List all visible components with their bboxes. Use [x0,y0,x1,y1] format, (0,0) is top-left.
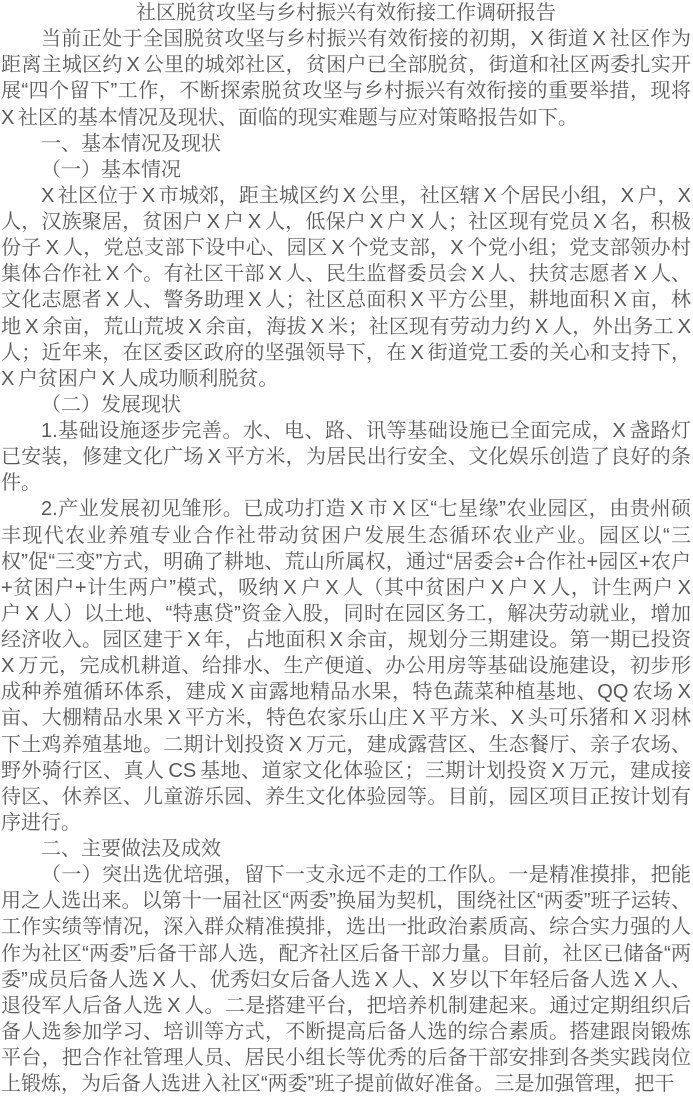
section-heading-1: 一、基本情况及现状 [41,132,221,155]
subsection-heading-1-2: （二）发展现状 [41,393,181,416]
subsection-heading-1-1: （一）基本情况 [41,158,181,181]
practices-results-paragraph: （一）突出选优培强，留下一支永远不走的工作队。一是精准摸排，把能用之人选出来。以第十一届社区“两委”换届为契机，围绕社区“两委”班子运转、工作实绩等情况，深入群众精准摸排，选出一批政治素质高、综合实力强的人作为社区“两委”后备干部人选，配齐社区后备干部力量。目前，社区已储备“两委”成员后备人选 X 人、优秀妇女后备人选 X 人、X 岁以下年轻后备人选 X 人、退役军人后备人选 X 人。二是搭建平台，把培养机制建起来。通过定期组织后备人选参加学习、培训等方式，不断提高后备人选的综合素质。搭建跟岗锻炼平台，把合作社管理人员、居民小组长等优秀的后备干部安排到各类实践岗位上锻炼，为后备人选进入社区“两委”班子提前做好准备。三是加强管理，把干 [1,864,691,1096]
section-heading-2: 二、主要做法及成效 [41,838,221,860]
document-title: 社区脱贫攻坚与乡村振兴有效衔接工作调研报告 [136,2,556,24]
industry-development-paragraph: 2.产业发展初见雏形。已成功打造 X 市 X 区“七星缘”农业园区，由贵州硕丰现代农业养殖专业合作社带动贫困户发展生态循环农业产业。园区以“三权”促“三变”方式，明确了耕地、荒山所属权，通过“居委会+合作社+园区+农户+贫困户+计生两户”模式，吸纳 X 户 X 人（其中贫困户 X 户 X 人，计生两户 X 户 X 人）以土地、“特惠贷”资金入股，同时在园区务工，解决劳动就业，增加经济收入。园区建于 X 年，占地面积 X 余亩，规划分三期建设。第一期已投资 X 万元，完成机耕道、给排水、生产便道、办公用房等基础设施建设，初步形成种养殖循环体系，建成 X 亩露地精品水果，特色蔬菜种植基地、QQ 农场 X 亩、大棚精品水果 X 平方米，特色农家乐山庄 X 平方米、X 头可乐猪和 X 羽林下土鸡养殖基地。二期计划投资 X 万元，建成露营区、生态餐厅、亲子农场、野外骑行区、真人 CS 基地、道家文化体验区；三期计划投资 X 万元，建成接待区、休养区、儿童游乐园、养生文化体验园等。目前，园区项目正按计划有序进行。 [1,498,691,834]
basic-situation-paragraph: X 社区位于 X 市城郊，距主城区约 X 公里，社区辖 X 个居民小组，X 户，X 人，汉族聚居，贫困户 X 户 X 人，低保户 X 户 X 人；社区现有党员 X 名，积极份子 X 人，党总支部下设中心、园区 X 个党支部，X 个党小组；党支部领办村集体合作社 X 个。有社区干部 X 人、民生监督委员会 X 人、扶贫志愿者 X 人、文化志愿者 X 人、警务助理 X 人；社区总面积 X 平方公里，耕地面积 X 亩，林地 X 余亩，荒山荒坡 X 余亩，海拔 X 米；社区现有劳动力约 X 人，外出务工 X 人；近年来，在区委区政府的坚强领导下，在 X 街道党工委的关心和支持下，X 户贫困户 X 人成功顺利脱贫。 [1,184,691,390]
intro-paragraph: 当前正处于全国脱贫攻坚与乡村振兴有效衔接的初期，X 街道 X 社区作为距离主城区约 X 公里的城郊社区，贫困户已全部脱贫，街道和社区两委扎实开展“四个留下”工作，不断探索脱贫攻坚与乡村振兴有效衔接的重要举措，现将 X 社区的基本情况及现状、面临的现实难题与应对策略报告如下。 [1,28,691,129]
infrastructure-paragraph: 1.基础设施逐步完善。水、电、路、讯等基础设施已全面完成，X 盏路灯已安装，修建文化广场 X 平方米，为居民出行安全、文化娱乐创造了良好的条件。 [1,420,691,495]
